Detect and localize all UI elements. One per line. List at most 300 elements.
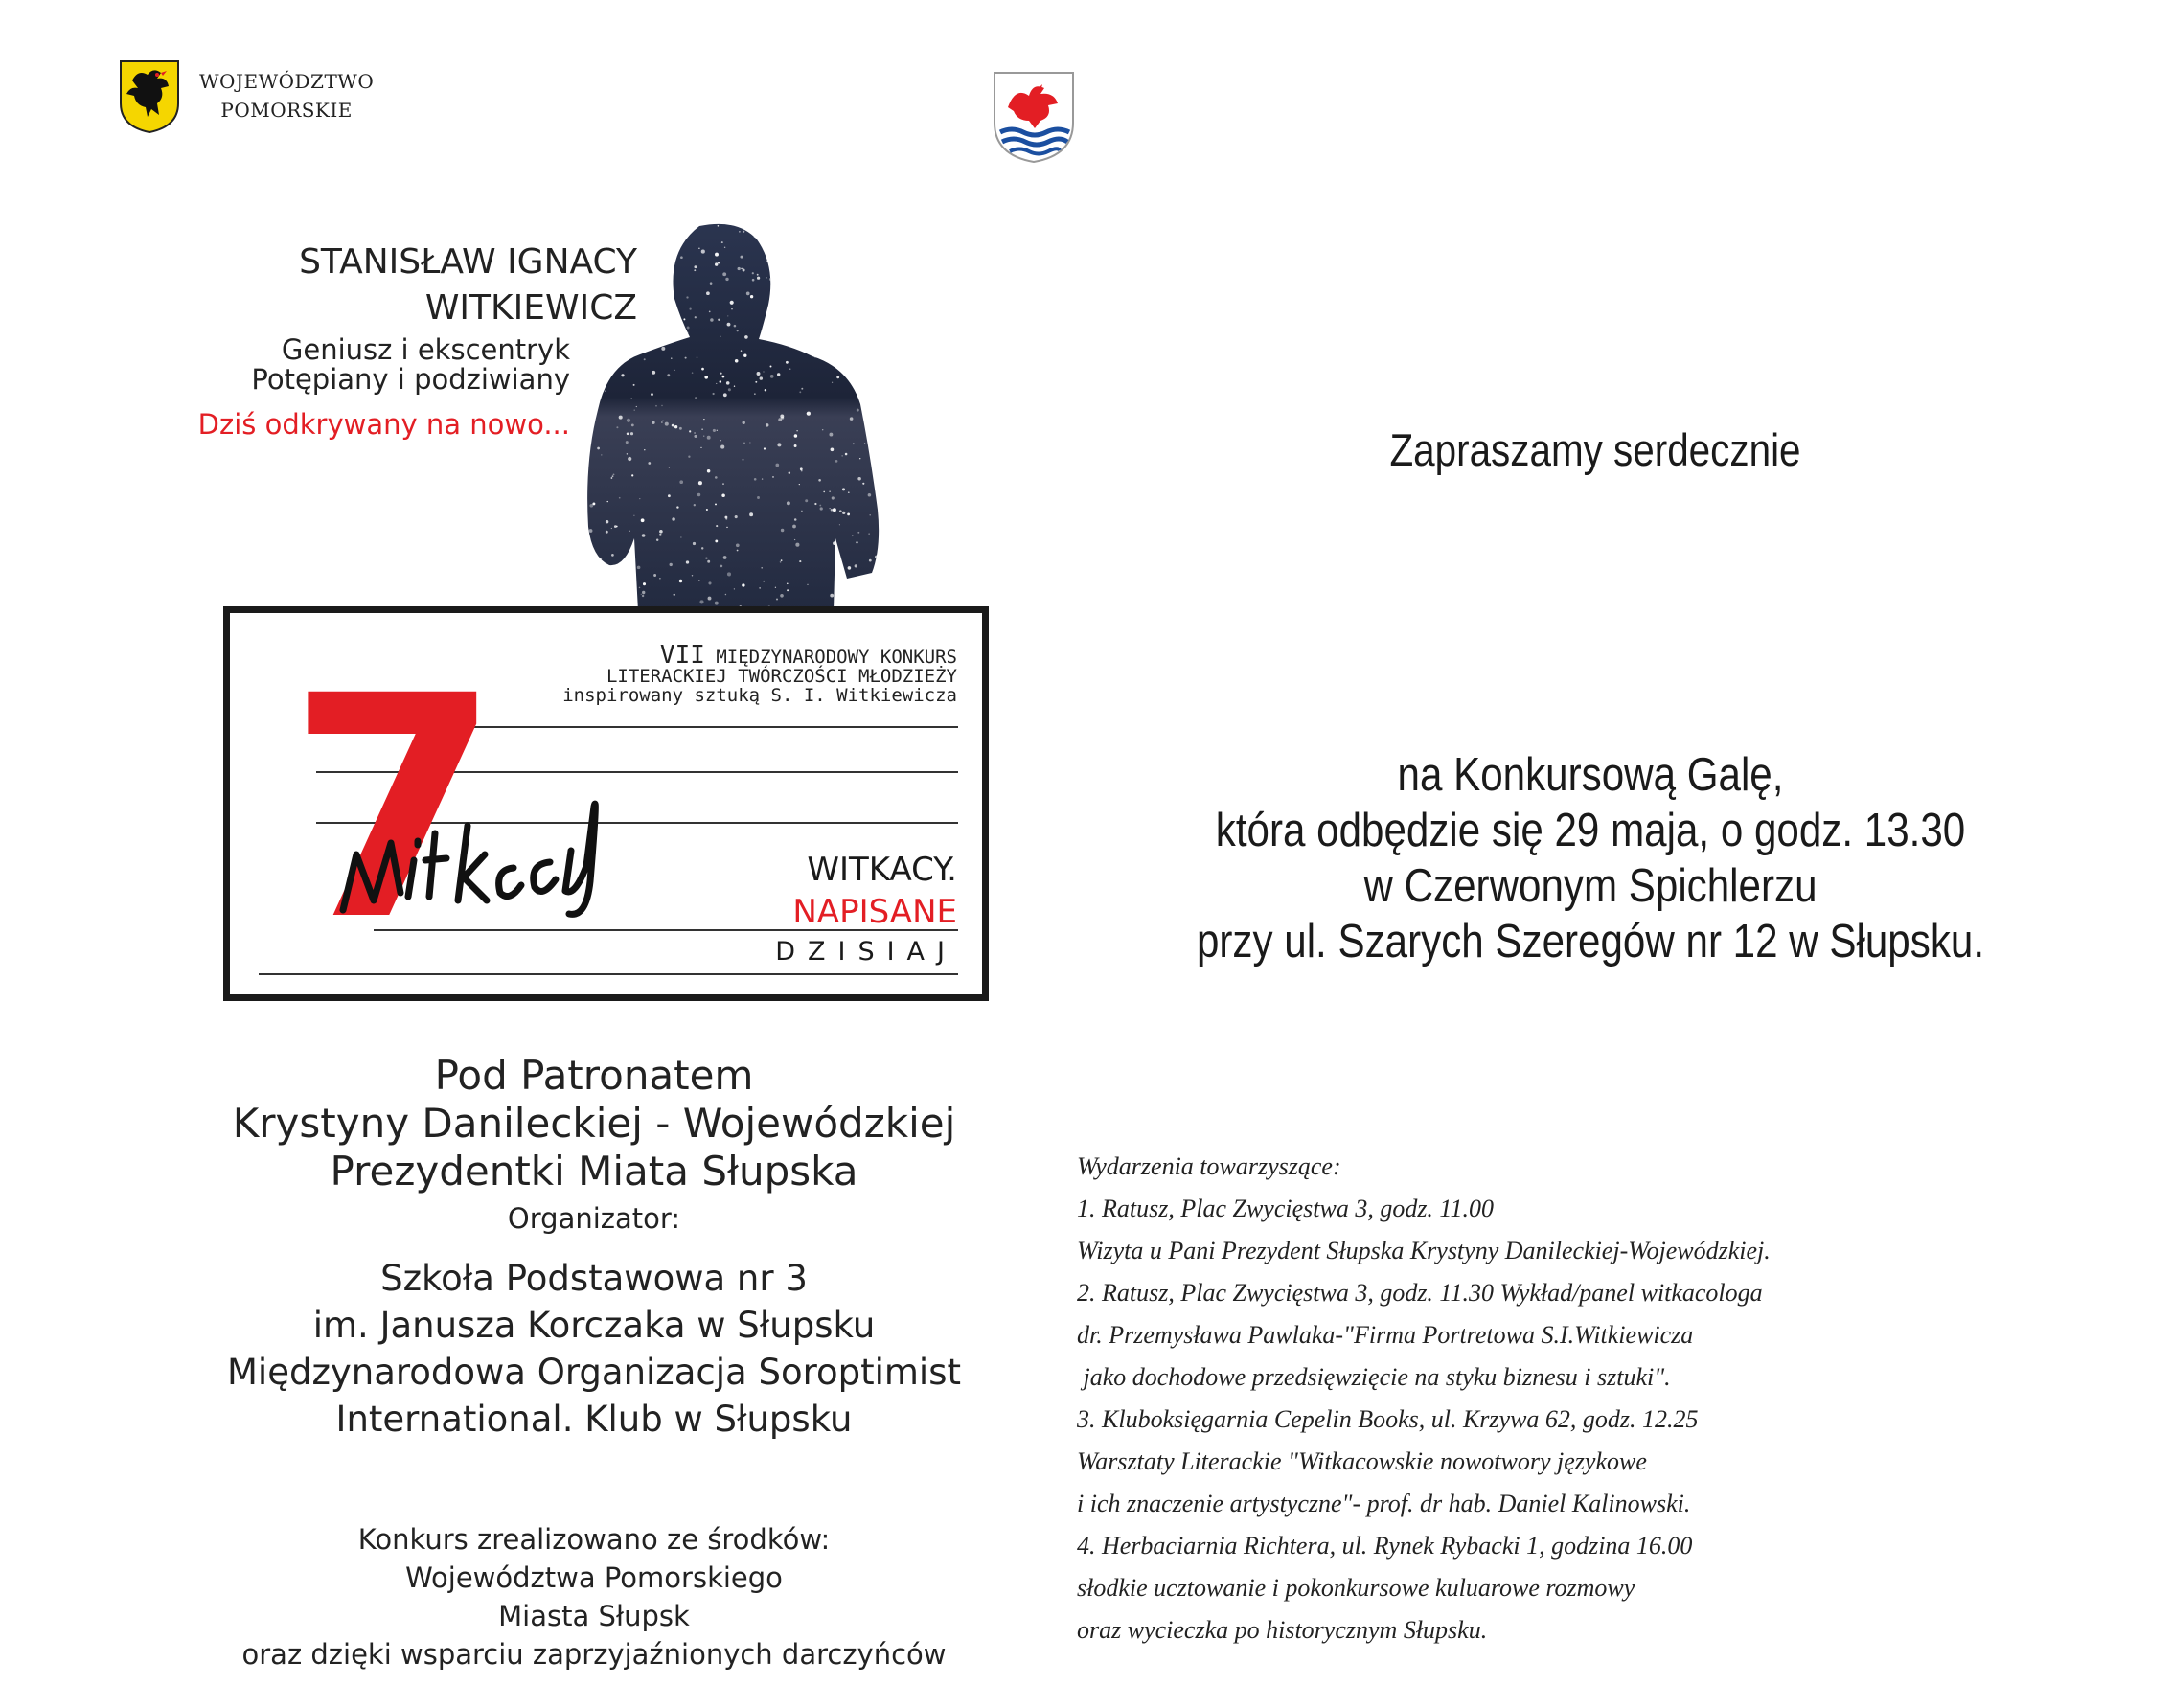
star-dot (566, 300, 567, 301)
star-dot (680, 536, 681, 537)
star-dot (701, 547, 703, 549)
star-dot (559, 295, 562, 299)
star-dot (689, 307, 691, 309)
star-dot (595, 336, 598, 339)
star-dot (563, 222, 564, 223)
star-dot (674, 594, 675, 596)
star-dot (829, 491, 830, 492)
star-dot (736, 543, 740, 547)
star-dot (893, 291, 894, 292)
star-dot (642, 290, 646, 294)
star-dot (730, 301, 734, 305)
star-dot (642, 591, 645, 594)
star-dot (633, 515, 634, 516)
competition-title (562, 641, 957, 706)
invitation-greeting: Zapraszamy serdecznie (1389, 424, 1801, 475)
star-dot (766, 277, 767, 278)
star-dot (780, 561, 782, 563)
star-dot (741, 268, 743, 270)
star-dot (606, 531, 608, 534)
star-dot (822, 429, 823, 430)
slupsk-coat-of-arms-icon (991, 69, 1077, 165)
star-dot (895, 401, 896, 402)
star-dot (715, 476, 718, 479)
star-dot (851, 334, 852, 335)
star-dot (862, 483, 864, 485)
star-dot (713, 429, 716, 432)
star-dot (742, 459, 743, 461)
star-dot (782, 222, 785, 224)
star-dot (582, 427, 585, 431)
star-dot (836, 376, 839, 378)
star-dot (715, 602, 719, 605)
patronage-line3: Prezydentki Miata Słupska (330, 1148, 858, 1195)
star-dot (586, 307, 587, 308)
star-dot (609, 287, 613, 291)
star-dot (896, 350, 900, 353)
star-dot (550, 564, 553, 567)
star-dot (672, 517, 675, 521)
star-dot (792, 525, 796, 529)
star-dot (686, 560, 689, 563)
star-dot (856, 541, 857, 543)
star-dot (890, 569, 892, 571)
star-dot (887, 493, 889, 495)
star-dot (725, 594, 727, 596)
star-dot (571, 307, 572, 308)
star-dot (718, 225, 720, 227)
star-dot (805, 262, 808, 265)
star-dot (896, 474, 899, 477)
star-dot (656, 538, 658, 540)
star-dot (757, 274, 759, 276)
event-line: oraz wycieczka po historycznym Słupsku. (1077, 1616, 1488, 1644)
star-dot (794, 444, 797, 447)
star-dot (648, 462, 651, 465)
star-dot (715, 253, 719, 257)
star-dot (757, 496, 760, 499)
star-dot (717, 430, 718, 431)
star-dot (694, 504, 696, 506)
star-dot (766, 261, 767, 262)
star-dot (868, 297, 872, 301)
star-dot (574, 498, 577, 501)
star-dot (839, 524, 840, 525)
star-dot (823, 491, 825, 493)
competition-title-line1: MIĘDZYNARODOWY KONKURS (704, 647, 957, 668)
star-dot (872, 233, 874, 235)
star-dot (555, 440, 558, 443)
star-dot (869, 514, 870, 515)
star-dot (557, 430, 560, 433)
motto-line1: WITKACY. (807, 851, 957, 889)
star-dot (859, 272, 860, 273)
star-dot (814, 503, 816, 505)
star-dot (546, 343, 548, 346)
star-dot (782, 284, 786, 287)
star-dot (878, 222, 880, 224)
star-dot (827, 227, 830, 230)
star-dot (682, 331, 686, 335)
star-dot (636, 406, 637, 407)
star-dot (621, 374, 624, 376)
star-dot (724, 247, 725, 248)
star-dot (878, 345, 880, 347)
star-dot (617, 250, 621, 254)
star-dot (869, 559, 872, 562)
gala-line3: w Czerwonym Spichlerzu (1363, 860, 1818, 912)
star-dot (769, 277, 773, 281)
star-dot (839, 510, 842, 512)
star-dot (601, 454, 602, 455)
star-dot (882, 349, 885, 352)
pomorskie-coat-of-arms-icon (119, 59, 180, 134)
star-dot (785, 283, 788, 285)
star-dot (627, 589, 629, 591)
star-dot (899, 233, 903, 237)
star-dot (825, 320, 826, 321)
star-dot (589, 410, 592, 413)
star-dot (687, 332, 688, 333)
star-dot (670, 563, 673, 566)
star-dot (882, 569, 885, 572)
star-dot (829, 433, 833, 437)
star-dot (587, 393, 591, 397)
star-dot (743, 443, 744, 444)
star-dot (782, 236, 785, 239)
star-dot (611, 477, 613, 479)
star-dot (659, 578, 661, 580)
star-dot (715, 539, 718, 542)
star-dot (801, 511, 803, 512)
star-dot (850, 417, 854, 421)
star-dot (813, 272, 815, 274)
star-dot (547, 418, 549, 420)
star-dot (612, 475, 614, 477)
star-dot (888, 262, 891, 264)
star-dot (722, 376, 725, 378)
star-dot (895, 422, 897, 424)
star-dot (698, 248, 699, 249)
star-dot (630, 565, 633, 568)
star-dot (855, 564, 857, 567)
star-dot (814, 354, 817, 357)
star-dot (671, 357, 672, 358)
star-dot (593, 370, 597, 374)
star-dot (726, 527, 727, 528)
star-dot (833, 272, 835, 274)
star-dot (679, 480, 683, 484)
star-dot (831, 509, 834, 512)
star-dot (775, 464, 779, 467)
star-dot (548, 297, 549, 298)
starry-silhouette-image (546, 222, 903, 611)
star-dot (650, 270, 651, 271)
competition-title-line3: inspirowany sztuką S. I. Witkiewicza (562, 685, 957, 706)
star-dot (857, 532, 859, 534)
star-dot (737, 330, 739, 331)
organizer-label: Organizator: (507, 1202, 681, 1235)
star-dot (891, 253, 895, 257)
star-dot (601, 227, 605, 231)
star-dot (603, 288, 606, 292)
star-dot (820, 507, 823, 510)
star-dot (739, 231, 740, 232)
star-dot (759, 587, 760, 588)
star-dot (643, 582, 646, 585)
star-dot (651, 302, 652, 303)
star-dot (831, 447, 835, 451)
star-dot (799, 484, 800, 485)
star-dot (644, 449, 645, 450)
star-dot (873, 462, 877, 466)
star-dot (695, 316, 697, 318)
star-dot (760, 376, 763, 379)
star-dot (820, 338, 823, 341)
gala-line2: która odbędzie się 29 maja, o godz. 13.30 (1215, 805, 1966, 856)
star-dot (857, 409, 859, 412)
star-dot (708, 597, 712, 601)
star-dot (574, 335, 578, 339)
star-dot (735, 359, 739, 363)
star-dot (679, 580, 682, 582)
star-dot (606, 520, 608, 523)
organizer-line4: International. Klub w Słupsku (335, 1399, 853, 1440)
star-dot (667, 374, 670, 376)
star-dot (694, 225, 697, 228)
star-dot (740, 256, 743, 259)
star-dot (847, 512, 850, 515)
star-dot (559, 237, 562, 240)
star-dot (692, 372, 694, 374)
star-dot (786, 361, 789, 364)
star-dot (560, 487, 563, 490)
star-dot (674, 319, 675, 321)
star-dot (738, 267, 741, 270)
star-dot (683, 318, 685, 320)
star-dot (734, 386, 735, 387)
star-dot (715, 503, 717, 505)
star-dot (669, 229, 673, 233)
region-name-line1: WOJEWÓDZTWO (199, 70, 375, 93)
star-dot (706, 509, 708, 511)
star-dot (594, 321, 597, 324)
star-dot (708, 581, 711, 584)
star-dot (725, 518, 727, 520)
star-dot (734, 325, 737, 328)
star-dot (875, 556, 878, 558)
star-dot (579, 595, 583, 599)
star-dot (833, 363, 835, 365)
star-dot (884, 515, 885, 516)
star-dot (857, 477, 860, 480)
star-dot (706, 291, 710, 295)
star-dot (727, 323, 731, 327)
star-dot (638, 327, 640, 329)
star-dot (761, 567, 763, 569)
star-dot (607, 239, 611, 243)
star-dot (891, 555, 892, 556)
star-dot (583, 414, 585, 416)
star-dot (589, 529, 593, 533)
funding-line4: oraz dzięki wsparciu zaprzyjaźnionych darczyńców (241, 1638, 947, 1671)
gala-line4: przy ul. Szarych Szeregów nr 12 w Słupsku. (1196, 916, 1985, 968)
star-dot (703, 419, 704, 420)
star-dot (727, 572, 731, 576)
star-dot (688, 456, 690, 458)
star-dot (616, 426, 618, 428)
star-dot (720, 373, 722, 375)
star-dot (794, 434, 798, 438)
star-dot (611, 528, 612, 529)
star-dot (644, 358, 646, 360)
star-dot (641, 518, 645, 522)
star-dot (840, 285, 844, 288)
star-dot (612, 596, 614, 598)
star-dot (763, 371, 764, 372)
star-dot (784, 222, 786, 224)
star-dot (825, 330, 828, 332)
star-dot (694, 435, 697, 438)
star-dot (629, 531, 630, 533)
star-dot (827, 231, 830, 234)
star-dot (841, 290, 843, 292)
events-list (1077, 1146, 1939, 1651)
star-dot (807, 584, 808, 585)
star-dot (842, 488, 845, 490)
funding-line2: Województwa Pomorskiego (405, 1561, 783, 1594)
region-name-line2: POMORSKIE (220, 99, 353, 122)
star-dot (722, 483, 724, 485)
star-dot (805, 499, 808, 502)
star-dot (743, 231, 744, 233)
star-dot (652, 371, 655, 375)
star-dot (659, 534, 662, 536)
star-dot (672, 424, 674, 427)
star-dot (630, 432, 633, 435)
star-dot (565, 321, 568, 324)
funding-block (134, 1520, 1054, 1674)
star-dot (801, 388, 803, 390)
star-dot (720, 380, 722, 383)
star-dot (659, 530, 663, 534)
star-dot (631, 474, 633, 476)
star-dot (757, 277, 760, 280)
star-dot (819, 505, 821, 507)
star-dot (550, 317, 551, 318)
star-dot (892, 350, 893, 351)
star-dot (819, 346, 822, 349)
star-dot (710, 282, 713, 285)
patronage-line2: Krystyny Danileckiej - Wojewódzkiej (232, 1100, 956, 1147)
star-dot (731, 308, 732, 309)
star-dot (710, 318, 714, 322)
star-dot (571, 520, 574, 523)
star-dot (712, 393, 714, 395)
poster-artist-name-line1: STANISŁAW IGNACY (299, 242, 637, 282)
star-dot (800, 467, 803, 470)
star-dot (774, 263, 775, 264)
star-dot (625, 357, 627, 359)
star-dot (628, 457, 631, 461)
star-dot (830, 508, 831, 509)
star-dot (554, 545, 556, 547)
patronage-block (134, 1052, 1054, 1196)
star-dot (799, 560, 801, 562)
star-dot (609, 357, 613, 361)
star-dot (752, 272, 754, 274)
competition-logo-box (223, 606, 989, 1001)
star-dot (600, 558, 602, 559)
star-dot (810, 287, 812, 290)
star-dot (709, 311, 711, 313)
star-dot (598, 286, 600, 288)
star-dot (701, 368, 704, 371)
star-dot (875, 240, 878, 243)
star-dot (700, 447, 701, 448)
star-dot (766, 423, 768, 426)
star-dot (805, 341, 807, 343)
star-dot (882, 346, 884, 348)
star-dot (848, 491, 850, 493)
star-dot (882, 338, 886, 342)
star-dot (794, 539, 795, 540)
star-dot (750, 295, 753, 298)
competition-title-line2: LITERACKIEJ TWÓRCZOŚCI MŁODZIEŻY (606, 666, 957, 687)
star-dot (888, 458, 890, 460)
star-dot (897, 496, 900, 499)
star-dot (549, 528, 551, 530)
star-dot (780, 281, 783, 284)
star-dot (631, 398, 632, 399)
star-dot (766, 320, 768, 322)
star-dot (555, 576, 559, 580)
star-dot (695, 397, 697, 399)
star-dot (550, 233, 552, 235)
star-dot (720, 445, 724, 449)
star-dot (694, 432, 696, 434)
star-dot (663, 233, 664, 234)
star-dot (743, 269, 745, 272)
star-dot (817, 231, 819, 233)
events-heading: Wydarzenia towarzyszące: (1077, 1152, 1341, 1180)
star-dot (566, 503, 567, 504)
star-dot (685, 357, 687, 359)
star-dot (676, 506, 678, 508)
star-dot (838, 573, 839, 574)
star-dot (842, 455, 843, 456)
star-dot (563, 365, 566, 368)
star-dot (587, 549, 591, 553)
star-dot (592, 502, 595, 505)
star-dot (553, 281, 556, 284)
star-dot (551, 295, 554, 298)
star-dot (833, 508, 836, 512)
star-dot (721, 494, 725, 498)
star-dot (612, 340, 613, 341)
star-dot (627, 419, 630, 422)
star-dot (888, 531, 892, 535)
motto-line2: NAPISANE (792, 893, 957, 931)
star-dot (616, 585, 619, 588)
star-dot (861, 590, 863, 592)
star-dot (899, 585, 902, 588)
poster-subtitle-line2: Potępiany i podziwiany (251, 363, 570, 396)
star-dot (752, 279, 755, 282)
star-dot (561, 381, 564, 384)
star-dot (586, 392, 589, 395)
star-dot (631, 590, 633, 592)
